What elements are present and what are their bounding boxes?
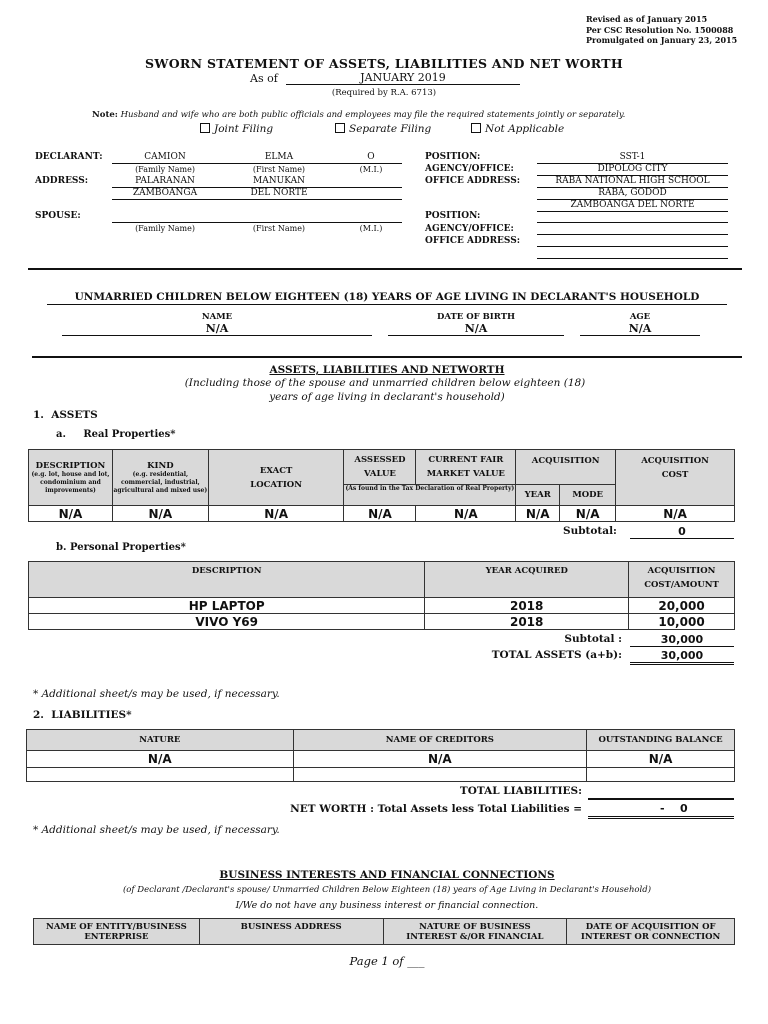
liabilities-empty-cell[interactable] [587,768,735,782]
address-line-1a[interactable]: PALARANAN [135,176,195,186]
child-age-label: AGE [629,312,651,322]
children-heading-underline [47,304,727,305]
alnw-subtitle-1: (Including those of the spouse and unmarried children below eighteen (18) [184,377,586,389]
revision-line-3: Promulgated on January 23, 2015 [586,35,738,45]
declarant-mi[interactable]: O [367,152,375,162]
real-cost-header: ACQUISITION COST [616,450,735,506]
spouse-label: SPOUSE: [35,211,81,221]
declarant-name-rule [112,163,402,164]
additional-note-1: * Additional sheet/s may be used, if necessary. [33,688,280,700]
liabilities-table [26,729,735,782]
spouse-mi-caption: (M.I.) [359,224,383,233]
office-address-rule-3 [537,211,728,212]
personal-cost-header: ACQUISITION COST/AMOUNT [629,562,735,598]
note-text: Husband and wife who are both public officials and employees may file the required statements jointly or separately. [120,110,626,120]
personal-row [29,598,735,614]
revision-line-2: Per CSC Resolution No. 1500088 [586,24,734,35]
liabilities-creditors-header: NAME OF CREDITORS [293,730,587,751]
personal-cost-cell[interactable]: 10,000 [629,614,735,630]
note-line [92,110,625,120]
real-year-header: YEAR [516,485,560,506]
real-year-cell[interactable]: N/A [516,506,560,522]
net-worth-label: NET WORTH : Total Assets less Total Liabilities = [290,803,582,815]
agency-value[interactable]: DIPOLOG CITY [597,164,668,174]
personal-year-header: YEAR ACQUIRED [425,562,629,598]
personal-properties-table [28,561,735,630]
family-name-caption: (Family Name) [135,165,195,174]
spouse-agency-rule[interactable] [537,234,728,235]
first-name-caption: (First Name) [252,165,306,174]
mi-caption: (M.I.) [359,165,383,174]
checkbox-icon[interactable] [471,123,481,133]
real-subtotal-value[interactable]: 0 [630,525,734,539]
real-description-cell[interactable]: N/A [29,506,113,522]
section-divider-2 [32,356,742,358]
business-date-header: DATE OF ACQUISITION OF INTEREST OR CONNECTION [567,919,735,945]
position-value[interactable]: SST-1 [619,152,646,162]
revision-block [586,14,737,46]
spouse-name-rule[interactable] [112,222,402,223]
real-location-cell[interactable]: N/A [208,506,344,522]
real-assessed-header: ASSESSED VALUE [344,450,416,485]
page-title: SWORN STATEMENT OF ASSETS, LIABILITIES AND NET WORTH [145,56,623,71]
liabilities-creditors-cell[interactable]: N/A [293,751,587,768]
real-mode-header: MODE [560,485,616,506]
spouse-agency-label: AGENCY/OFFICE: [425,224,514,234]
personal-properties-heading: b. Personal Properties* [56,542,186,553]
personal-description-header: DESCRIPTION [29,562,425,598]
liabilities-nature-header: NATURE [27,730,294,751]
office-address-line-2[interactable]: RABA, GODOD [598,188,667,198]
checkbox-icon[interactable] [200,123,210,133]
as-of-label: As of [250,72,278,85]
separate-filing-option[interactable]: Separate Filing [335,123,431,135]
real-fmv-header: CURRENT FAIR MARKET VALUE [416,450,516,485]
total-liabilities-value[interactable] [588,786,734,800]
joint-filing-option[interactable]: Joint Filing [200,123,273,135]
declarant-first-name[interactable]: ELMA [264,152,294,162]
spouse-office-address-rule-2[interactable] [537,258,728,259]
alnw-subtitle-2: years of age living in declarant's household) [269,391,505,403]
liabilities-nature-cell[interactable]: N/A [27,751,294,768]
real-description-header: DESCRIPTION (e.g. lot, house and lot, condominium and improvements) [29,450,113,506]
spouse-position-label: POSITION: [425,211,481,221]
business-subtitle: (of Declarant /Declarant's spouse/ Unmarried Children Below Eighteen (18) years of Age Living in Declarant's Household) [122,885,652,895]
total-liabilities-label: TOTAL LIABILITIES: [459,785,582,797]
office-address-line-3[interactable]: ZAMBOANGA DEL NORTE [570,200,695,210]
address-line-2a[interactable]: ZAMBOANGA [132,188,198,198]
child-name-label: NAME [201,312,233,322]
checkbox-icon[interactable] [335,123,345,133]
agency-label: AGENCY/OFFICE: [425,164,514,174]
liabilities-empty-cell[interactable] [293,768,587,782]
personal-subtotal-label: Subtotal : [564,633,622,645]
page-number: Page 1 of ___ [349,954,425,968]
total-assets-label: TOTAL ASSETS (a+b): [491,649,622,661]
address-line-1b[interactable]: MANUKAN [253,176,305,186]
business-entity-header: NAME OF ENTITY/BUSINESS ENTERPRISE [34,919,200,945]
personal-description-cell[interactable]: VIVO Y69 [29,614,425,630]
total-assets-value[interactable]: 30,000 [630,649,734,665]
real-tax-note: (As found in the Tax Declaration of Real Property) [344,485,516,506]
real-properties-heading: a. Real Properties* [56,429,176,440]
spouse-position-rule[interactable] [537,222,728,223]
section-divider [28,268,742,270]
liabilities-heading: 2. LIABILITIES* [33,709,132,721]
liabilities-balance-header: OUTSTANDING BALANCE [587,730,735,751]
personal-row [29,614,735,630]
declarant-family-name[interactable]: CAMION [144,152,186,162]
business-statement: I/We do not have any business interest or financial connection. [235,900,539,911]
real-fmv-cell[interactable]: N/A [416,506,516,522]
real-properties-table [28,449,735,522]
business-address-header: BUSINESS ADDRESS [199,919,383,945]
position-label: POSITION: [425,152,481,162]
net-worth-dash: - [660,802,665,815]
additional-note-2: * Additional sheet/s may be used, if necessary. [33,824,280,836]
business-table [33,918,735,945]
child-dob-label: DATE OF BIRTH [436,312,516,322]
spouse-office-address-label: OFFICE ADDRESS: [425,236,521,246]
real-kind-header: KIND (e.g. residential, commercial, industrial, agricultural and mixed use) [112,450,208,506]
address-label: ADDRESS: [35,176,89,186]
real-location-header: EXACT LOCATION [208,450,344,506]
alnw-heading: ASSETS, LIABILITIES AND NETWORTH [269,364,505,376]
personal-cost-cell[interactable]: 20,000 [629,598,735,614]
personal-description-cell[interactable]: HP LAPTOP [29,598,425,614]
not-applicable-option[interactable]: Not Applicable [471,123,564,135]
as-of-value[interactable]: JANUARY 2019 [286,71,520,85]
spouse-family-caption: (Family Name) [135,224,195,233]
real-assessed-cell[interactable]: N/A [344,506,416,522]
child-dob-value[interactable]: N/A [388,322,564,336]
children-heading: UNMARRIED CHILDREN BELOW EIGHTEEN (18) YEARS OF AGE LIVING IN DECLARANT'S HOUSEHOLD [74,291,700,303]
personal-subtotal-value[interactable]: 30,000 [630,633,734,647]
real-acquisition-header: ACQUISITION [516,450,616,485]
office-address-label: OFFICE ADDRESS: [425,176,521,186]
real-mode-cell[interactable]: N/A [560,506,616,522]
required-by: (Required by R.A. 6713) [331,88,437,98]
child-age-value[interactable]: N/A [580,322,700,336]
child-name-value[interactable]: N/A [62,322,372,336]
address-line-2b[interactable]: DEL NORTE [250,188,308,198]
assets-heading: 1. ASSETS [33,409,98,421]
declarant-label: DECLARANT: [35,152,103,162]
revision-line-1: Revised as of January 2015 [586,14,708,24]
personal-year-cell[interactable]: 2018 [425,614,629,630]
net-worth-value[interactable] [588,802,734,819]
personal-year-cell[interactable]: 2018 [425,598,629,614]
business-nature-header: NATURE OF BUSINESS INTEREST &/OR FINANCIAL [383,919,567,945]
real-subtotal-label: Subtotal: [563,525,617,537]
liabilities-balance-cell[interactable]: N/A [587,751,735,768]
spouse-first-caption: (First Name) [252,224,306,233]
spouse-office-address-rule-1[interactable] [537,246,728,247]
liabilities-empty-cell[interactable] [27,768,294,782]
note-label: Note: [92,110,118,120]
real-kind-cell[interactable]: N/A [112,506,208,522]
business-heading: BUSINESS INTERESTS AND FINANCIAL CONNECTIONS [219,869,555,881]
address-rule-2 [112,199,402,200]
office-address-line-1[interactable]: RABA NATIONAL HIGH SCHOOL [555,176,710,186]
net-worth-amount: 0 [680,802,688,815]
real-cost-cell[interactable]: N/A [616,506,735,522]
